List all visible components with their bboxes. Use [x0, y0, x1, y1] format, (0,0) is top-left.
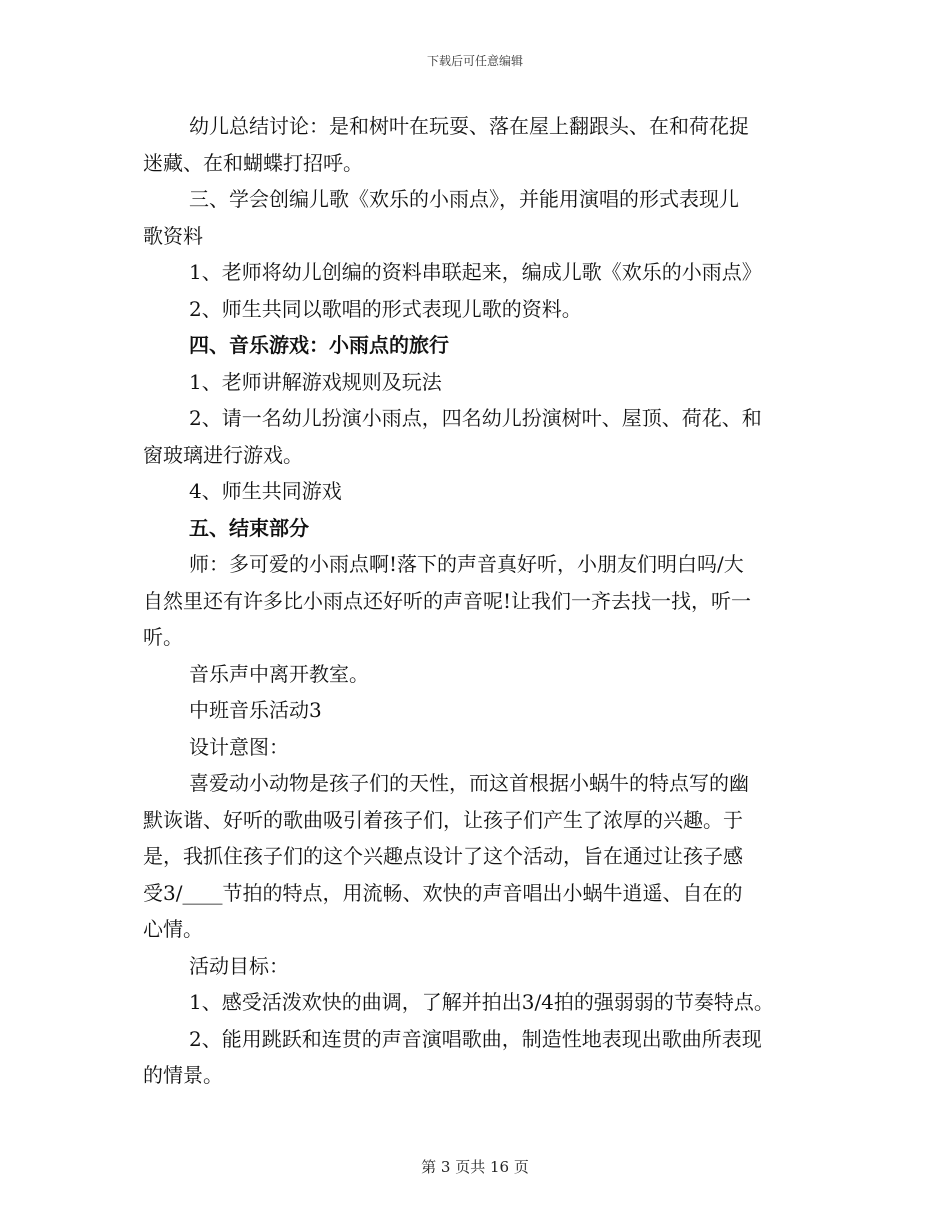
- paragraph-line: 心情。: [143, 917, 203, 941]
- paragraph-line: 五、结束部分: [189, 515, 309, 540]
- page-footer: 第 3 页共 16 页: [421, 1158, 529, 1176]
- paragraph-line: 迷藏、在和蝴蝶打招呼。: [143, 150, 363, 175]
- paragraph-line: 喜爱动小动物是孩子们的天性，而这首根据小蜗牛的特点写的幽: [189, 771, 749, 795]
- paragraph-line: 幼儿总结讨论：是和树叶在玩耍、落在屋上翻跟头、在和荷花捉: [189, 114, 749, 138]
- paragraph-line: 受3/____节拍的特点，用流畅、欢快的声音唱出小蜗牛逍遥、自在的: [143, 880, 743, 905]
- paragraph-line: 自然里还有许多比小雨点还好听的声音呢!让我们一齐去找一找，听一: [143, 588, 752, 613]
- paragraph-line: 1、老师将幼儿创编的资料串联起来，编成儿歌《欢乐的小雨点》: [189, 260, 762, 284]
- paragraph-line: 1、老师讲解游戏规则及玩法: [189, 369, 442, 394]
- paragraph-line: 是，我抓住孩子们的这个兴趣点设计了这个活动，旨在通过让孩子感: [143, 844, 743, 868]
- paragraph-line: 2、师生共同以歌唱的形式表现儿歌的资料。: [189, 296, 582, 321]
- paragraph-line: 默诙谐、好听的歌曲吸引着孩子们，让孩子们产生了浓厚的兴趣。于: [143, 807, 743, 832]
- paragraph-line: 活动目标：: [189, 953, 289, 978]
- paragraph-line: 1、感受活泼欢快的曲调，了解并拍出3/4拍的强弱弱的节奏特点。: [189, 990, 774, 1014]
- paragraph-line: 设计意图：: [189, 734, 289, 759]
- paragraph-line: 窗玻璃进行游戏。: [143, 442, 303, 467]
- paragraph-line: 四、音乐游戏：小雨点的旅行: [189, 333, 449, 357]
- paragraph-line: 4、师生共同游戏: [189, 479, 342, 503]
- paragraph-line: 三、学会创编儿歌《欢乐的小雨点》，并能用演唱的形式表现儿: [189, 187, 739, 211]
- paragraph-line: 的情景。: [143, 1063, 223, 1087]
- paragraph-line: 音乐声中离开教室。: [189, 661, 369, 686]
- paragraph-line: 中班音乐活动3: [189, 698, 322, 722]
- paragraph-line: 歌资料: [143, 223, 203, 248]
- document-body: [143, 108, 823, 1094]
- paragraph-line: 2、能用跳跃和连贯的声音演唱歌曲，制造性地表现出歌曲所表现: [189, 1026, 762, 1051]
- paragraph-line: 2、请一名幼儿扮演小雨点，四名幼儿扮演树叶、屋顶、荷花、和: [189, 406, 762, 430]
- paragraph-line: 听。: [143, 625, 183, 649]
- paragraph-line: 师：多可爱的小雨点啊!落下的声音真好听，小朋友们明白吗/大: [189, 552, 744, 576]
- page-header: 下载后可任意编辑: [426, 54, 523, 68]
